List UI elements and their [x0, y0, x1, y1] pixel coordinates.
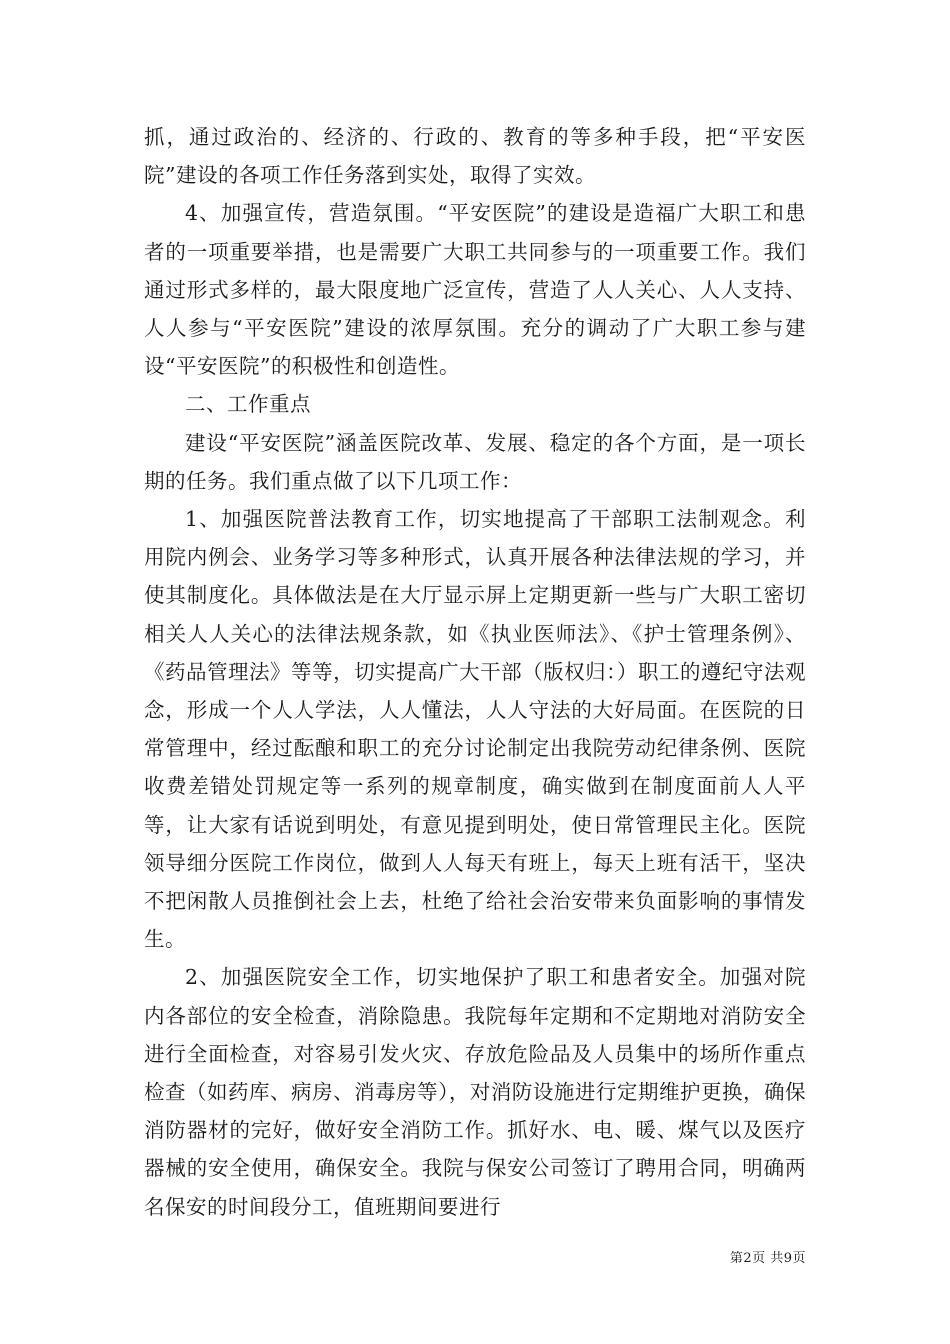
- paragraph-intro: 建设“平安医院”涵盖医院改革、发展、稳定的各个方面，是一项长期的任务。我们重点做了以下几项工作：: [144, 430, 806, 493]
- paragraph-continuation: 抓，通过政治的、经济的、行政的、教育的等多种手段，把“平安医院”建设的各项工作任务落到实处，取得了实效。: [144, 125, 806, 188]
- paragraph-publicity: 4、加强宣传，营造氛围。“平安医院”的建设是造福广大职工和患者的一项重要举措，也是需要广大职工共同参与的一项重要工作。我们通过形式多样的，最大限度地广泛宣传，营造了人人关心、人人支持、人人参与“平安医院”建设的浓厚氛围。充分的调动了广大职工参与建设“平安医院”的积极性和创造性。: [144, 201, 806, 379]
- paragraph-legal-education: 1、加强医院普法教育工作，切实地提高了干部职工法制观念。利用院内例会、业务学习等多种形式，认真开展各种法律法规的学习，并使其制度化。具体做法是在大厅显示屏上定期更新一些与广大职工密切相关人人关心的法律法规条款，如《执业医师法》、《护士管理条例》、《药品管理法》等等，切实提高广大干部（版权归：）职工的遵纪守法观念，形成一个人人学法，人人懂法，人人守法的大好局面。在医院的日常管理中，经过酝酿和职工的充分讨论制定出我院劳动纪律条例、医院收费差错处罚规定等一系列的规章制度，确实做到在制度面前人人平等，让大家有话说到明处，有意见提到明处，使日常管理民主化。医院领导细分医院工作岗位，做到人人每天有班上，每天上班有活干，坚决不把闲散人员推倒社会上去，杜绝了给社会治安带来负面影响的事情发生。: [144, 507, 806, 952]
- paragraph-safety-work: 2、加强医院安全工作，切实地保护了职工和患者安全。加强对院内各部位的安全检查，消除隐患。我院每年定期和不定期地对消防安全进行全面检查，对容易引发火灾、存放危险品及人员集中的场所作重点检查（如药库、病房、消毒房等），对消防设施进行定期维护更换，确保消防器材的完好，做好安全消防工作。抓好水、电、暖、煤气以及医疗器械的安全使用，确保安全。我院与保安公司签订了聘用合同，明确两名保安的时间段分工，值班期间要进行: [144, 965, 806, 1219]
- page-number-footer: 第2页 共9页: [729, 1251, 806, 1266]
- document-body: [144, 118, 806, 1226]
- section-heading-work-focus: 二、工作重点: [185, 392, 311, 417]
